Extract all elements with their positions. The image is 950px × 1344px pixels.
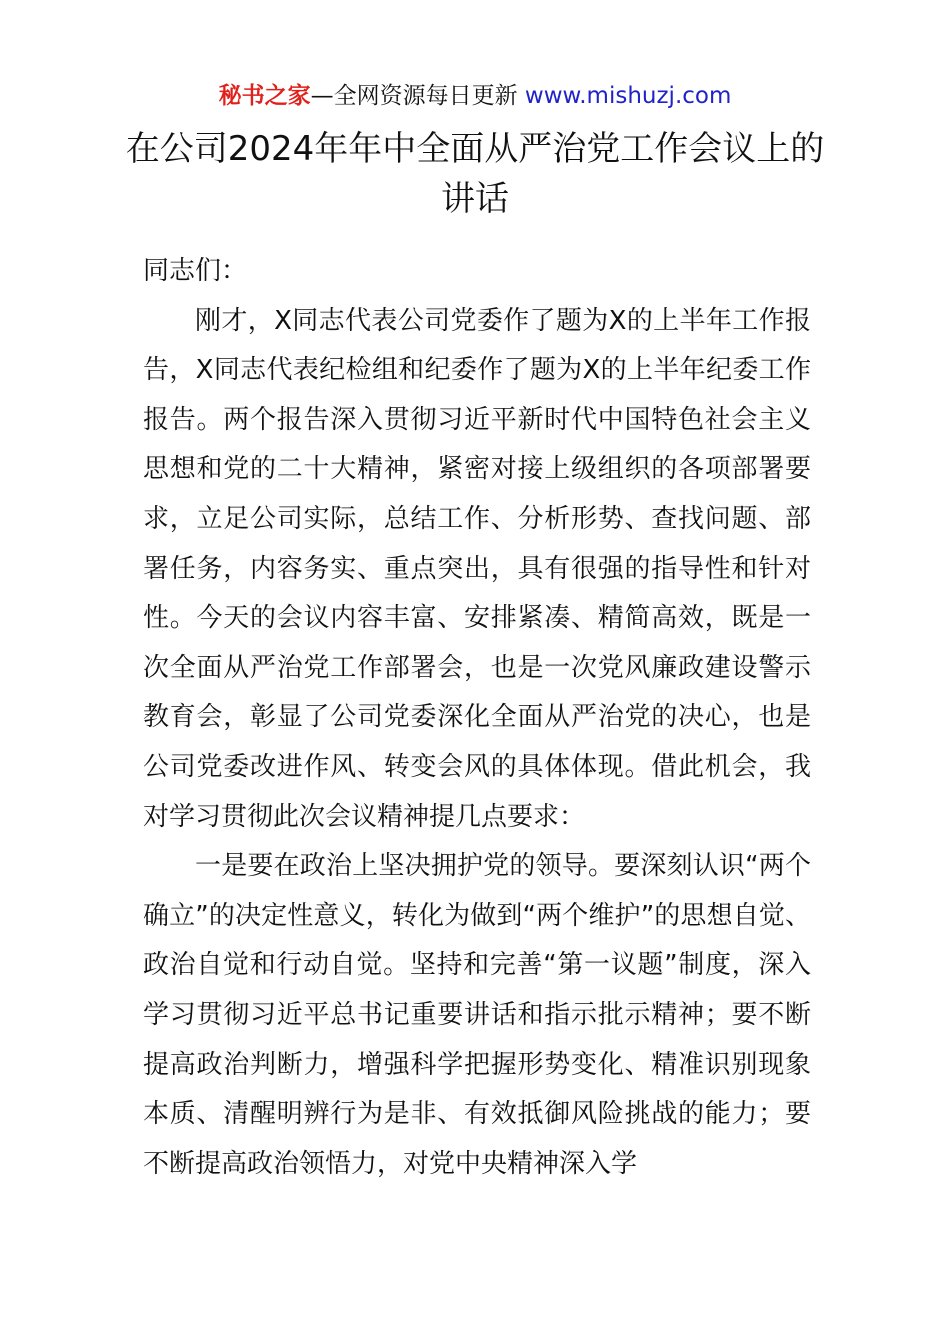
site-header — [0, 80, 950, 112]
site-url-link[interactable]: www.mishuzj.com — [524, 83, 732, 109]
document-title: 在公司2024年年中全面从严治党工作会议上的讲话 — [125, 129, 825, 219]
paragraph: 一是要在政治上坚决拥护党的领导。要深刻认识“两个确立”的决定性意义，转化为做到“两个维护”的思想自觉、政治自觉和行动自觉。坚持和完善“第一议题”制度，深入学习贯彻习近平总书记重要讲话和指示批示精神；要不断提高政治判断力，增强科学把握形势变化、精准识别现象本质、清醒明辨行为是非、有效抵御风险挑战的能力；要不断提高政治领悟力，对党中央精神深入学 — [143, 851, 811, 1179]
paragraph: 刚才，X同志代表公司党委作了题为X的上半年工作报告，X同志代表纪检组和纪委作了题为X的上半年纪委工作报告。两个报告深入贯彻习近平新时代中国特色社会主义思想和党的二十大精神，紧密对接上级组织的各项部署要求，立足公司实际，总结工作、分析形势、查找问题、部署任务，内容务实、重点突出，具有很强的指导性和针对性。今天的会议内容丰富、安排紧凑、精简高效，既是一次全面从严治党工作部署会，也是一次党风廉政建设警示教育会，彰显了公司党委深化全面从严治党的决心，也是公司党委改进作风、转变会风的具体体现。借此机会，我对学习贯彻此次会议精神提几点要求： — [143, 305, 811, 832]
brand-name: 秘书之家 — [218, 83, 311, 109]
header-tagline: —全网资源每日更新 — [310, 83, 518, 109]
greeting: 同志们： — [143, 256, 248, 286]
document-body — [143, 247, 811, 1189]
